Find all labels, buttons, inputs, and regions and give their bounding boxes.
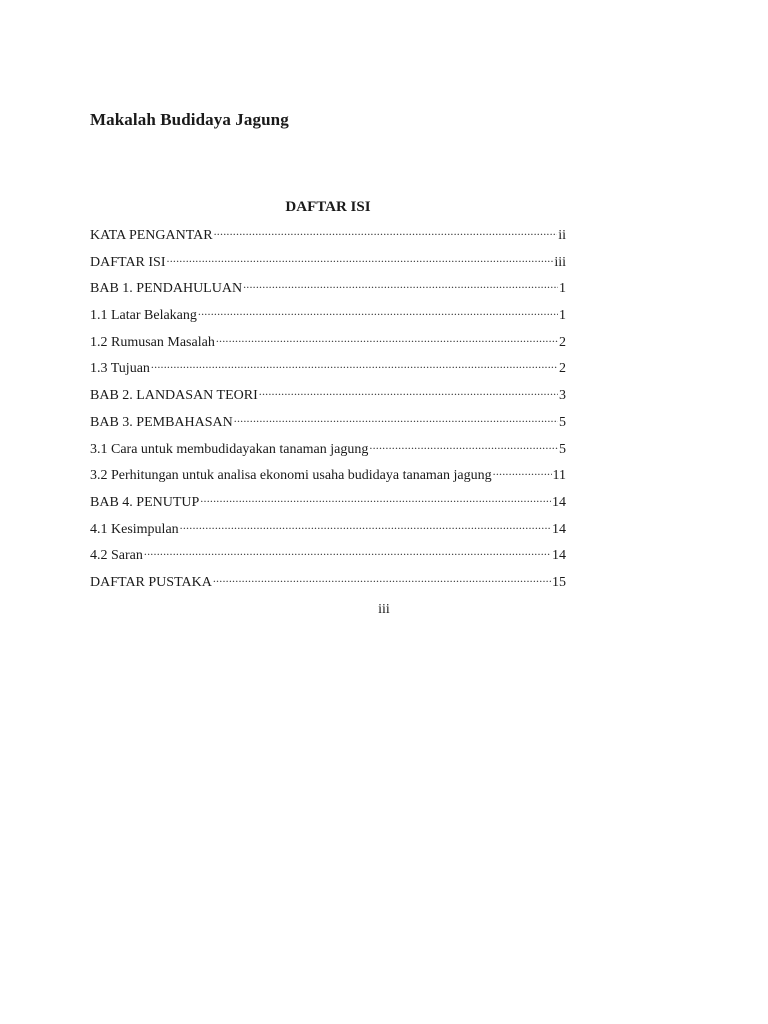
toc-entry-page: 5 bbox=[559, 441, 566, 457]
toc-entry bbox=[90, 332, 566, 359]
toc-entry-label: KATA PENGANTAR bbox=[90, 228, 213, 243]
toc-entry bbox=[90, 545, 566, 572]
toc-dot-leader bbox=[493, 465, 552, 479]
toc-entry-label: 4.2 Saran bbox=[90, 548, 143, 564]
page-number: iii bbox=[378, 602, 390, 617]
toc-entry-label: 4.1 Kesimpulan bbox=[90, 521, 179, 537]
toc-entry-page: iii bbox=[554, 254, 566, 270]
toc-dot-leader bbox=[151, 358, 558, 372]
toc-entry-page: 14 bbox=[552, 494, 566, 510]
toc-entry bbox=[90, 305, 566, 332]
toc-entry-label: BAB 4. PENUTUP bbox=[90, 494, 200, 510]
toc-dot-leader bbox=[216, 332, 558, 346]
toc-heading: DAFTAR ISI bbox=[285, 199, 371, 215]
toc-entry bbox=[90, 492, 566, 519]
toc-entry-page: 3 bbox=[559, 388, 566, 404]
toc-entry bbox=[90, 385, 566, 412]
toc-entry-page: 1 bbox=[559, 308, 566, 324]
toc-dot-leader bbox=[213, 572, 551, 586]
toc-entry-page: 1 bbox=[559, 281, 566, 297]
toc-dot-leader bbox=[369, 439, 558, 453]
toc-entry-page: 15 bbox=[552, 574, 566, 590]
toc-dot-leader bbox=[180, 519, 551, 533]
toc-entry-page: 14 bbox=[552, 548, 566, 564]
toc-entry bbox=[90, 465, 566, 492]
toc-entry bbox=[90, 278, 566, 305]
toc-dot-leader bbox=[200, 492, 551, 506]
toc-entry-label: DAFTAR ISI bbox=[90, 254, 166, 270]
toc-entry bbox=[90, 572, 566, 599]
toc-dot-leader bbox=[167, 252, 554, 266]
toc-entry-page: 2 bbox=[559, 334, 566, 350]
toc-entry bbox=[90, 225, 566, 252]
toc-entry bbox=[90, 519, 566, 546]
toc-entry bbox=[90, 252, 566, 279]
toc-entry-label: 1.2 Rumusan Masalah bbox=[90, 334, 215, 350]
toc-dot-leader bbox=[214, 225, 558, 239]
toc-entry-page: ii bbox=[558, 228, 566, 243]
toc-entry-page: 11 bbox=[552, 468, 566, 484]
toc-dot-leader bbox=[243, 278, 558, 292]
toc-entry-page: 2 bbox=[559, 361, 566, 377]
toc-entry-label: 1.3 Tujuan bbox=[90, 361, 150, 377]
toc-entry-label: 1.1 Latar Belakang bbox=[90, 308, 197, 324]
toc-entry-page: 5 bbox=[559, 414, 566, 430]
document-title: Makalah Budidaya Jagung bbox=[90, 110, 289, 129]
toc-entry-label: DAFTAR PUSTAKA bbox=[90, 574, 212, 590]
toc-dot-leader bbox=[234, 412, 558, 426]
toc-dot-leader bbox=[198, 305, 558, 319]
toc-entry-label: BAB 2. LANDASAN TEORI bbox=[90, 388, 258, 404]
toc-dot-leader bbox=[144, 545, 551, 559]
toc-entry-label: 3.2 Perhitungan untuk analisa ekonomi usaha budidaya tanaman jagung bbox=[90, 468, 492, 484]
toc-dot-leader bbox=[259, 385, 558, 399]
toc-entry-label: BAB 3. PEMBAHASAN bbox=[90, 414, 233, 430]
toc-entry-label: 3.1 Cara untuk membudidayakan tanaman jagung bbox=[90, 441, 369, 457]
toc-entry bbox=[90, 439, 566, 466]
toc-entry-label: BAB 1. PENDAHULUAN bbox=[90, 281, 243, 297]
toc-entry bbox=[90, 358, 566, 385]
toc-entry bbox=[90, 412, 566, 439]
table-of-contents bbox=[90, 225, 566, 599]
toc-entry-page: 14 bbox=[552, 521, 566, 537]
